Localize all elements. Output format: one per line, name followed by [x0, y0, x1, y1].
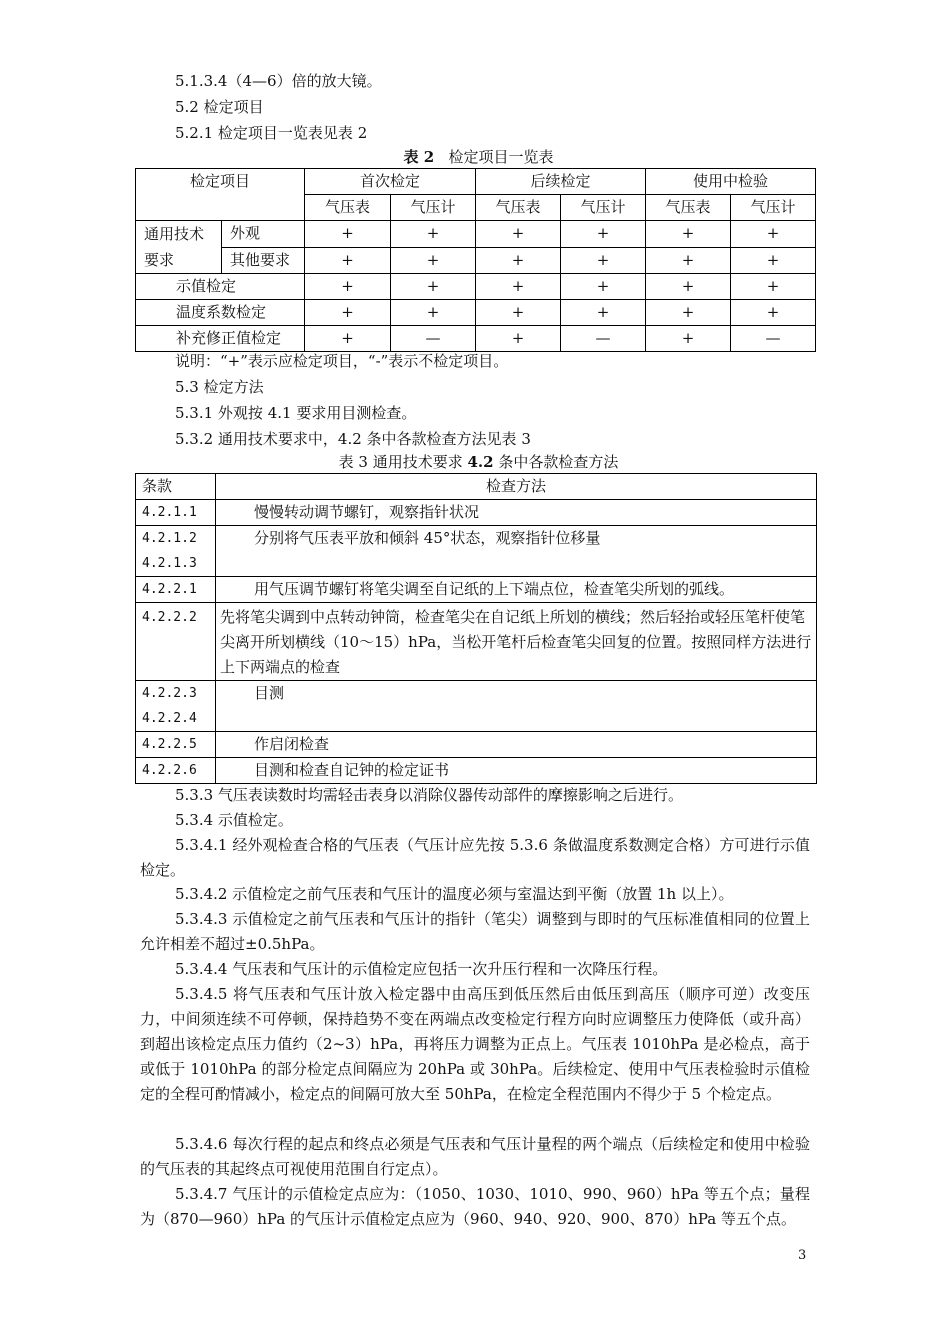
- header-cell: 首次检定: [305, 169, 476, 195]
- table-cell: +: [646, 300, 731, 326]
- row-group-label: [136, 221, 222, 274]
- text-line: 5.3.1 外观按 4.1 要求用目测检查。: [175, 404, 417, 422]
- table-cell: +: [476, 274, 561, 300]
- table-cell: +: [476, 326, 561, 352]
- table-cell: +: [391, 221, 476, 248]
- header-cell: 检定项目: [136, 169, 305, 221]
- table-row: [136, 247, 816, 274]
- table-cell: +: [305, 274, 391, 300]
- table-row: [136, 300, 816, 326]
- clause-cell: 4.2.1.1: [136, 500, 216, 526]
- table-cell: +: [305, 326, 391, 352]
- paragraph: 5.3.4.6 每次行程的起点和终点必须是气压表和气压计量程的两个端点（后续检定和使用中检验的气压表的其起终点可视使用范围自行定点）。: [140, 1135, 810, 1178]
- row-label: 示值检定: [136, 274, 305, 300]
- header-cell: 后续检定: [476, 169, 646, 195]
- table-row: [136, 758, 817, 784]
- table-cell: +: [731, 247, 816, 274]
- paragraph: 5.3.4.7 气压计的示值检定点应为：（1050、1030、1010、990、960）hPa 等五个点；量程为（870—960）hPa 的气压计示值检定点应为（960、940、920、900、870）hPa 等五个点。: [140, 1185, 810, 1228]
- header-cell: 气压计: [391, 195, 476, 221]
- table-row: [136, 732, 817, 758]
- page-number: 3: [798, 1248, 807, 1263]
- table-cell: +: [391, 300, 476, 326]
- table-cell: +: [646, 221, 731, 248]
- clause-cell: [136, 681, 216, 732]
- row-label: 温度系数检定: [136, 300, 305, 326]
- table2-caption-title: 检定项目一览表: [448, 148, 554, 166]
- paragraph: 5.3.4.3 示值检定之前气压表和气压计的指针（笔尖）调整到与即时的气压标准值相同的位置上允许相差不超过±0.5hPa。: [140, 910, 810, 953]
- table-cell: +: [731, 221, 816, 248]
- table3-caption-pre: 表 3 通用技术要求: [338, 453, 468, 471]
- header-cell: 条款: [136, 474, 216, 500]
- table-row: [136, 681, 817, 732]
- table-cell: +: [731, 274, 816, 300]
- row-label: 其他要求: [222, 247, 305, 274]
- table3-caption-post: 条中各款检查方法: [493, 453, 619, 471]
- paragraph: 5.3.4 示值检定。: [175, 811, 293, 829]
- table-cell: +: [476, 247, 561, 274]
- header-cell: 使用中检验: [646, 169, 816, 195]
- inspection-items-table: [135, 168, 816, 352]
- method-cell: 分别将气压表平放和倾斜 45°状态，观察指针位移量: [216, 526, 817, 577]
- table-row: [136, 500, 817, 526]
- table2-caption: [140, 147, 817, 167]
- table-cell: +: [561, 274, 646, 300]
- table-cell: +: [391, 274, 476, 300]
- method-cell: 慢慢转动调节螺钉，观察指针状况: [216, 500, 817, 526]
- paragraph: 5.3.3 气压表读数时均需轻击表身以消除仪器传动部件的摩擦影响之后进行。: [175, 786, 683, 804]
- section-heading: 5.3 检定方法: [175, 378, 264, 396]
- clause-cell: 4.2.2.5: [136, 732, 216, 758]
- header-cell: 气压表: [646, 195, 731, 221]
- table-row: [136, 603, 817, 681]
- table-row: [136, 577, 817, 603]
- group-label-line: 通用技术: [144, 225, 205, 243]
- table3-caption: [140, 452, 817, 472]
- table-cell: —: [731, 326, 816, 352]
- table-cell: —: [391, 326, 476, 352]
- table-cell: +: [646, 274, 731, 300]
- method-cell: 用气压调节螺钉将笔尖调至自记纸的上下端点位，检查笔尖所划的弧线。: [216, 577, 817, 603]
- row-label: 补充修正值检定: [136, 326, 305, 352]
- group-label-line: 要求: [144, 251, 175, 269]
- table-cell: +: [305, 300, 391, 326]
- clause-cell: 4.2.2.6: [136, 758, 216, 784]
- table-row: [136, 326, 816, 352]
- paragraph: 5.3.4.4 气压表和气压计的示值检定应包括一次升压行程和一次降压行程。: [175, 960, 668, 978]
- table-cell: +: [561, 221, 646, 248]
- table-cell: +: [305, 247, 391, 274]
- table-header-row: [136, 474, 817, 500]
- table-cell: +: [561, 300, 646, 326]
- text-line: 5.2.1 检定项目一览表见表 2: [175, 124, 368, 142]
- text-line: 5.1.3.4（4—6）倍的放大镜。: [175, 72, 382, 90]
- table-row: [136, 526, 817, 577]
- clause-line: 4.2.2.3: [142, 686, 197, 701]
- table-cell: +: [476, 221, 561, 248]
- paragraph: 5.3.4.2 示值检定之前气压表和气压计的温度必须与室温达到平衡（放置 1h 以上）。: [175, 885, 734, 903]
- clause-cell: [136, 526, 216, 577]
- clause-line: 4.2.1.3: [142, 556, 197, 571]
- table-cell: +: [646, 247, 731, 274]
- clause-cell: 4.2.2.1: [136, 577, 216, 603]
- table2-caption-number: 表 2: [403, 148, 435, 166]
- clause-cell: 4.2.2.2: [136, 603, 216, 681]
- header-cell: 检查方法: [216, 474, 817, 500]
- table-cell: +: [561, 247, 646, 274]
- method-cell: 先将笔尖调到中点转动钟筒，检查笔尖在自记纸上所划的横线；然后轻抬或轻压笔杆使笔尖离开所划横线（10～15）hPa，当松开笔杆后检查笔尖回复的位置。按照同样方法进行上下两端点的检查: [216, 603, 817, 681]
- table-cell: +: [391, 247, 476, 274]
- paragraph: 5.3.4.1 经外观检查合格的气压表（气压计应先按 5.3.6 条做温度系数测定合格）方可进行示值检定。: [140, 836, 810, 879]
- table-cell: —: [561, 326, 646, 352]
- header-cell: 气压表: [476, 195, 561, 221]
- clause-line: 4.2.1.2: [142, 531, 197, 546]
- table-note: 说明：“+”表示应检定项目，“-”表示不检定项目。: [175, 352, 509, 370]
- table3-caption-bold: 4.2: [467, 453, 494, 471]
- header-cell: 气压表: [305, 195, 391, 221]
- method-cell: 目测和检查自记钟的检定证书: [216, 758, 817, 784]
- table-cell: +: [305, 221, 391, 248]
- section-heading: 5.2 检定项目: [175, 98, 264, 116]
- text-line: 5.3.2 通用技术要求中，4.2 条中各款检查方法见表 3: [175, 430, 531, 448]
- table-cell: +: [646, 326, 731, 352]
- header-cell: 气压计: [731, 195, 816, 221]
- method-cell: 作启闭检查: [216, 732, 817, 758]
- clause-line: 4.2.2.4: [142, 711, 197, 726]
- paragraph: 5.3.4.5 将气压表和气压计放入检定器中由高压到低压然后由低压到高压（顺序可逆）改变压力，中间须连续不可停顿，保持趋势不变在两端点改变检定行程方向时应调整压力使降低（或升高）到超出该检定点压力值约（2~3）hPa，再将压力调整为正点上。气压表 1010hPa 是必检点，高于或低于 1010hPa 的部分检定点间隔应为 20hPa 或 30hPa。后续检定、使用中气压表检验时示值检定的全程可酌情减小，检定点的间隔可放大至 50hPa，在检定全程范围内不得少于 5 个检定点。: [140, 985, 810, 1103]
- table-cell: +: [731, 300, 816, 326]
- table-row: [136, 274, 816, 300]
- table-header-row: [136, 169, 816, 195]
- table-row: [136, 221, 816, 248]
- row-label: 外观: [222, 221, 305, 248]
- method-cell: 目测: [216, 681, 817, 732]
- header-cell: 气压计: [561, 195, 646, 221]
- inspection-methods-table: [135, 473, 817, 784]
- table-cell: +: [476, 300, 561, 326]
